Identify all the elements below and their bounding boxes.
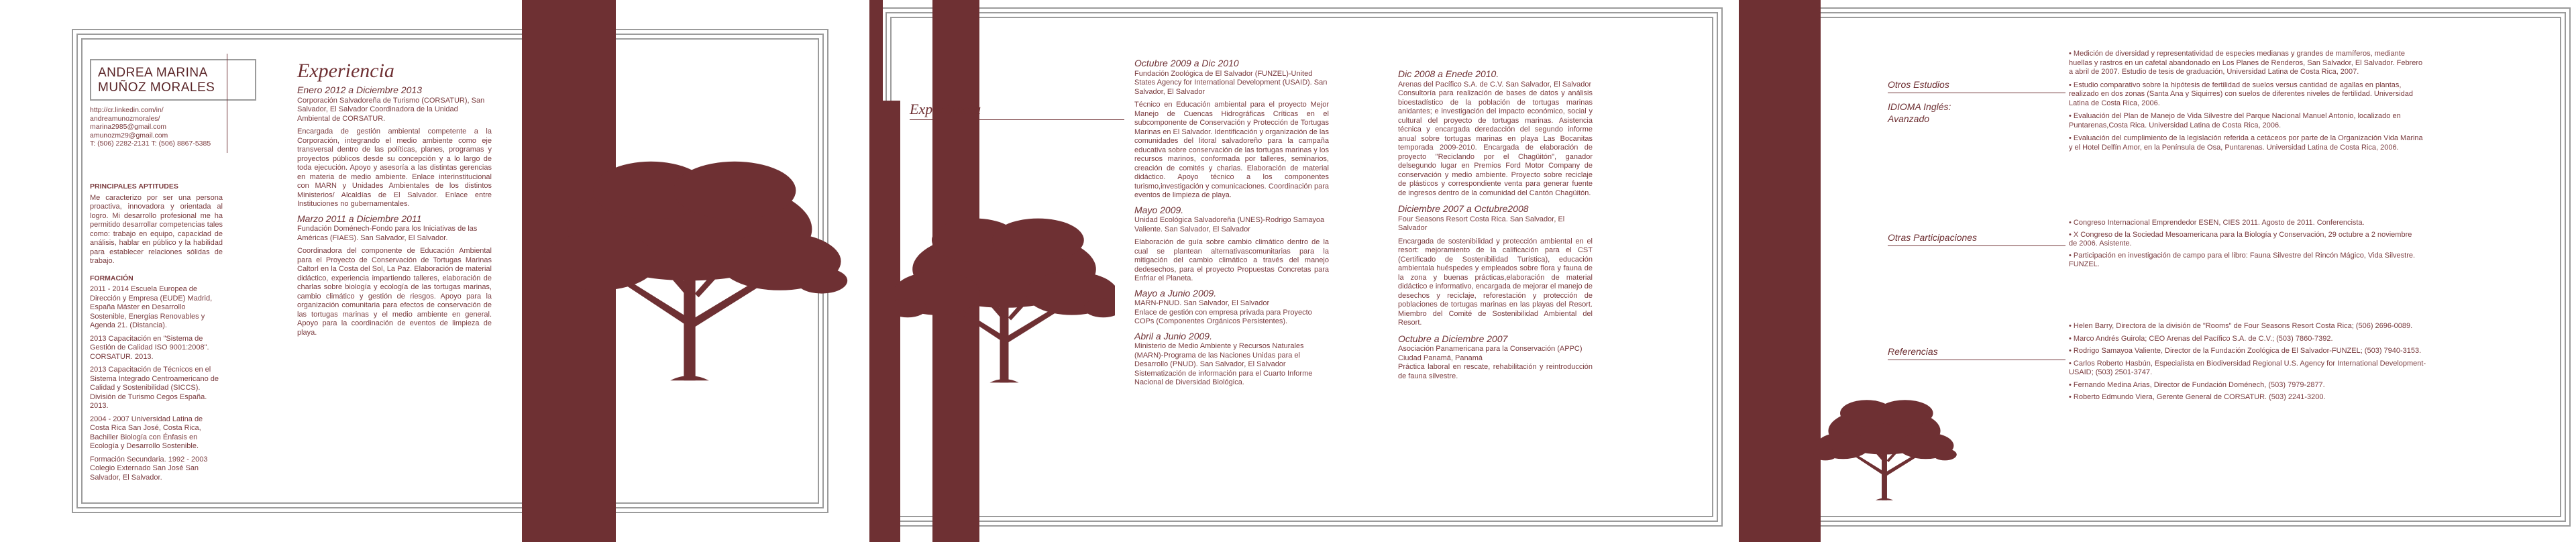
list-item: • Medición de diversidad y representatividad de especies medianas y grandes de mamíferos, mediante huellas y rastros en un cafetal abandonado en Los Planes de Renderos, San Salvador, El Salvador. Febrero a abril de 2007. Estudio de tesis de graduación, Universidad Latina de Costa Rica, 2007. (2069, 50, 2423, 76)
email-1[interactable]: marina2985@gmail.com (90, 123, 166, 131)
participaciones-list (2069, 219, 2418, 272)
job-period: Mayo a Junio 2009. (1134, 287, 1217, 299)
formacion-item: 2011 - 2014 Escuela Europea de Dirección y Empresa (EUDE) Madrid, España Máster en Desarrollo Sostenible, Energías Renovables y Agenda 21. (Distancia). (90, 285, 213, 329)
job-desc: Consultoría para realización de bases de datos y análisis bioestadístico de la población de tortugas marinas anidantes; e investigación del impacto económico, social y cultural del proyecto de tortugas marinas. Asistencia técnica y encargada deredacción del segundo informe anual sobre tortugas marinas en playa Las Bocanitas temporada 2009-2010. Encargada de elaboración de proyecto "Reciclando por el Chagüitón", ganador delsegundo lugar en Premios Ford Motor Company de conservación y medio ambiente. Proyecto sobre reciclaje de plásticos y correspondiente venta para generar fuente de ingresos dentro de la comunidad del Cantón Chagüitón. (1398, 89, 1593, 197)
job-period: Enero 2012 a Diciembre 2013 (297, 85, 423, 95)
list-item: • X Congreso de la Sociedad Mesoamericana para la Biología y Conservación, 29 octubre a 2 noviembre de 2006. Asistente. (2069, 230, 2412, 248)
job-period: Mayo 2009. (1134, 204, 1184, 215)
tree-illustration (1801, 376, 1968, 510)
list-item: • Rodrigo Samayoa Valiente, Director de la Fundación Zoológica de El Salvador-FUNZEL; (503) 7940-3153. (2069, 347, 2422, 355)
phones: T: (506) 2282-2131 T: (506) 8867-5385 (90, 140, 211, 148)
formacion-item: 2013 Capacitación en "Sistema de Gestión de Calidad ISO 9001:2008". CORSATUR. 2013. (90, 334, 209, 361)
list-item: • Carlos Roberto Hasbún, Especialista en Biodiversidad Regional U.S. Agency for International Development-USAID; (503) 2501-3747. (2069, 359, 2426, 376)
name-line-1: ANDREA MARINA (98, 66, 208, 80)
experience-col-2 (1398, 70, 1593, 385)
job-desc: Encargada de gestión ambiental competente a la Corporación, integrando el medio ambiente como eje transversal dentro de las políticas, planes, programas y proyectos públicos desde su concepción y a lo largo de toda ejecución. Apoyo y asesoría a las distintas gerencias en materia de medio ambiente. Enlace interinstitucional con MARN y Unidades Ambientales de los distintos Ministerios/ Alcaldías de El Salvador. Enlace entre Instituciones no gubernamentales. (297, 127, 492, 208)
job-org: Arenas del Pacífico S.A. de C.V. San Salvador, El Salvador (1398, 80, 1592, 89)
job-org: Asociación Panamericana para la Conservación (APPC) Ciudad Panamá, Panamá (1398, 345, 1582, 362)
job-desc: Coordinadora del componente de Educación Ambiental para el Proyecto de Conservación de Tortugas Marinas Caltorl en la Costa del Sol, La Paz. Elaboración de material didáctico, experiencia impartiendo talleres, elaboración de charlas sobre biología y ecología de las tortugas marinas, cambio climático y gestión de riesgos. Apoyo para la organización comunitaria para efectos de conservación de las tortugas marinas y el medio ambiente en general. Apoyo para la coordinación de eventos de limpieza de playa. (297, 247, 492, 337)
job-period: Dic 2008 a Enede 2010. (1398, 68, 1499, 79)
left-column (90, 182, 223, 486)
list-item: • Estudio comparativo sobre la hipótesis de fertilidad de suelos versus cantidad de agallas en plantas, realizado en dos zonas (Santa Ana y Siquirres) con suelos de diferentes niveles de fertilidad. Universidad Latina de Costa Rica, 2006. (2069, 80, 2414, 107)
list-item: • Evaluación del cumplimiento de la legislación referida a cetáceos por parte de la Organización Vida Marina y el Hotel Delfín Amor, en la Península de Osa, Puntarenas. Universidad Latina de Costa Rica, 2006. (2069, 134, 2423, 152)
formacion-item: 2004 - 2007 Universidad Latina de Costa Rica San José, Costa Rica, Bachiller Biología con Énfasis en Ecología y Desarrollo Sostenible. (90, 415, 203, 450)
job-desc: Práctica laboral en rescate, rehabilitación y reintroducción de fauna silvestre. (1398, 363, 1593, 380)
idioma-label: IDIOMA Inglés: (1888, 101, 1951, 112)
linkedin-link-2[interactable]: andreamunozmorales/ (90, 114, 160, 123)
job-period: Diciembre 2007 a Octubre2008 (1398, 203, 1529, 214)
otros-estudios-section (1888, 79, 2065, 125)
tree-illustration (894, 161, 1115, 402)
experience-heading: Experiencia (910, 101, 981, 117)
otros-estudios-label: Otros Estudios (1888, 79, 1949, 90)
name-box (90, 59, 256, 101)
job-org: Fundación Doménech-Fondo para los Iniciativas de las Américas (FIAES). San Salvador, El Salvador. (297, 225, 478, 242)
list-item: • Marco Andrés Guirola; CEO Arenas del Pacífico S.A. de C.V.; (503) 7860-7392. (2069, 334, 2333, 343)
job-period: Marzo 2011 a Diciembre 2011 (297, 213, 422, 224)
job-period: Abril a Junio 2009. (1134, 330, 1212, 341)
idioma-level: Avanzado (1888, 113, 1930, 124)
job-org: MARN-PNUD. San Salvador, El Salvador (1134, 299, 1270, 307)
referencias-list (2069, 322, 2428, 406)
job-desc: Enlace de gestión con empresa privada para Proyecto COPs (Componentes Orgánicos Persistentes). (1134, 308, 1312, 325)
tree-illustration (530, 121, 852, 409)
formacion-item: 2013 Capacitación de Técnicos en el Sistema Integrado Centroamericano de Calidad y Sostenibilidad (SICCS). División de Turismo Cegos España. 2013. (90, 366, 219, 410)
job-desc: Sistematización de información para el Cuarto Informe Nacional de Diversidad Biológica. (1134, 369, 1313, 386)
list-item: • Evaluación del Plan de Manejo de Vida Silvestre del Parque Nacional Manuel Antonio, localizado en Puntarenas,Costa Rica. Universidad Latina de Costa Rica, 2006. (2069, 112, 2401, 129)
otras-participaciones-label: Otras Participaciones (1888, 232, 1978, 243)
page-3 (1739, 0, 2576, 542)
job-org: Fundación Zoológica de El Salvador (FUNZEL)-United States Agency for International Development (USAID). San Salvador, El Salvador (1134, 69, 1328, 96)
list-item: • Roberto Edmundo Viera, Gerente General de CORSATUR. (503) 2241-3200. (2069, 393, 2326, 401)
otras-participaciones-heading (1888, 232, 2065, 246)
job-period: Octubre a Diciembre 2007 (1398, 333, 1508, 344)
referencias-heading (1888, 346, 2065, 360)
list-item: • Participación en investigación de campo para el libro: Fauna Silvestre del Rincón Mágico, Vida Silvestre. FUNZEL. (2069, 251, 2416, 268)
job-org: Four Seasons Resort Costa Rica. San Salvador, El Salvador (1398, 215, 1565, 232)
experience-col-1 (1134, 59, 1329, 392)
experience-heading: Experiencia (297, 60, 394, 82)
name-line-2: MUÑOZ MORALES (98, 80, 215, 95)
list-item: • Fernando Medina Arias, Director de Fundación Doménech, (503) 7979-2877. (2069, 380, 2325, 389)
job-desc: Técnico en Educación ambiental para el proyecto Mejor Manejo de Cuencas Hidrográficas Críticas en el subcomponente de Conservación y Protección de Tortugas Marinas en El Salvador. Identificación y organización de las comunidades del litoral salvadoreño para la campaña educativa sobre conservación de las tortugas marinas y los recursos marinos, conformada por talleres, seminarios, creación de comités y charlas. Elaboración de material didáctico. Apoyo técnico a los componentes turismo,investigación y comunicaciones. Coordinación para eventos de limpieza de playa. (1134, 101, 1329, 199)
page-2 (869, 0, 1739, 542)
job-desc: Encargada de sostenibilidad y protección ambiental en el resort: mejoramiento de la calificación para el CST (Certificado de Sostenibilidad Turística), educación ambientala huéspedes y empleados sobre flora y fauna de la zona y buenas prácticas,elaboración de material didáctico e informativo, encargada de mejorar el manejo de desechos y reciclaje, reforestación y protección de poblaciones de tortugas marinas en las playas del Resort. Miembro del Comité de Sostenibilidad Ambiental del Resort. (1398, 237, 1593, 327)
job-desc: Elaboración de guía sobre cambio climático dentro de la cual se plantean alternativascomunitarias para la mitigación del cambio climático a través del manejo dedesechos, para el proyecto Propuestas Concretas para Enfriar el Planeta. (1134, 238, 1329, 282)
formacion-item: Formación Secundaria. 1992 - 2003 Colegio Externado San José San Salvador, El Salvador. (90, 455, 208, 482)
aptitudes-text: Me caracterizo por ser una persona proactiva, innovadora y orientada al logro. Mi desarrollo profesional me ha permitido desarrollar competencias tales como: trabajo en equipo, capacidad de análisis, hablar en público y la habilidad para establecer relaciones sólidas de trabajo. (90, 193, 223, 265)
referencias-label: Referencias (1888, 346, 1938, 357)
job-org: Corporación Salvadoreña de Turismo (CORSATUR), San Salvador, El Salvador Coordinadora de la Unidad Ambiental de CORSATUR. (297, 96, 485, 123)
formacion-title: FORMACIÓN (90, 274, 133, 282)
estudios-list (2069, 50, 2428, 156)
experience-column (297, 60, 492, 341)
job-period: Octubre 2009 a Dic 2010 (1134, 58, 1239, 68)
contact-block (90, 106, 224, 148)
list-item: • Congreso Internacional Emprendedor ESEN, CIES 2011. Agosto de 2011. Conferencista. (2069, 219, 2365, 227)
email-2[interactable]: amunozm29@gmail.com (90, 131, 168, 140)
page-1 (0, 0, 869, 542)
list-item: • Helen Barry, Directora de la división de "Rooms" de Four Seasons Resort Costa Rica; (506) 2696-0089. (2069, 322, 2413, 330)
aptitudes-title: PRINCIPALES APTITUDES (90, 182, 178, 191)
linkedin-link[interactable]: http://cr.linkedin.com/in/ (90, 106, 164, 114)
job-org: Unidad Ecológica Salvadoreña (UNES)-Rodrigo Samayoa Valiente. San Salvador, El Salvador (1134, 216, 1325, 233)
job-org: Ministerio de Medio Ambiente y Recursos Naturales (MARN)-Programa de las Naciones Unidas para el Desarrollo (PNUD). San Salvador, El Salvador (1134, 342, 1304, 368)
heading-rule (910, 119, 1124, 120)
